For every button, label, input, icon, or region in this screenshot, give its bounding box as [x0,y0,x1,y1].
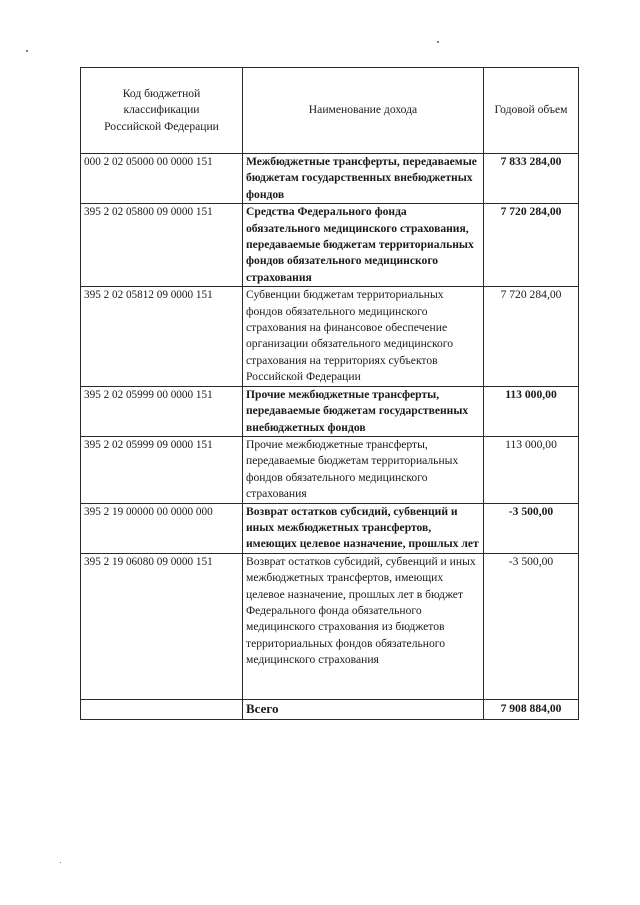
row-code: 000 2 02 05000 00 0000 151 [81,154,243,204]
total-code [81,699,243,719]
row-code: 395 2 19 00000 00 0000 000 [81,503,243,553]
budget-revenue-table [80,67,579,720]
table-row [81,287,579,386]
row-amount: 7 833 284,00 [484,154,579,204]
table-row [81,386,579,436]
total-amount: 7 908 884,00 [484,699,579,719]
header-code: Код бюджетной классификации Российской Федерации [81,68,243,154]
table-row [81,204,579,287]
scan-speck [26,50,28,52]
scan-speck [60,862,61,863]
row-code: 395 2 02 05812 09 0000 151 [81,287,243,386]
table-row [81,436,579,503]
table-header-row [81,68,579,154]
row-name: Средства Федерального фонда обязательного медицинского страхования, передаваемые бюджетам территориальных фондов обязательного медицинского страхования [243,204,484,287]
header-name: Наименование дохода [243,68,484,154]
scan-speck [437,41,439,43]
row-amount: -3 500,00 [484,503,579,553]
total-row [81,699,579,719]
row-code: 395 2 19 06080 09 0000 151 [81,553,243,699]
row-amount: 7 720 284,00 [484,287,579,386]
row-name: Возврат остатков субсидий, субвенций и иных межбюджетных трансфертов, имеющих целевое назначение, прошлых лет [243,503,484,553]
row-amount: -3 500,00 [484,553,579,699]
row-name: Субвенции бюджетам территориальных фондов обязательного медицинского страхования на финансовое обеспечение организации обязательного медицинского страхования на территориях субъектов Российской Федерации [243,287,484,386]
total-label: Всего [243,699,484,719]
row-code: 395 2 02 05999 09 0000 151 [81,436,243,503]
table-row [81,503,579,553]
table-row [81,154,579,204]
row-name: Межбюджетные трансферты, передаваемые бюджетам государственных внебюджетных фондов [243,154,484,204]
row-amount: 113 000,00 [484,436,579,503]
row-name: Прочие межбюджетные трансферты, передаваемые бюджетам государственных внебюджетных фондов [243,386,484,436]
row-code: 395 2 02 05999 00 0000 151 [81,386,243,436]
row-name: Возврат остатков субсидий, субвенций и иных межбюджетных трансфертов, имеющих целевое назначение, прошлых лет в бюджет Федерального фонда обязательного медицинского страхования из бюджетов территориальных фондов обязательного медицинского страхования [243,553,484,699]
header-amount: Годовой объем [484,68,579,154]
row-amount: 7 720 284,00 [484,204,579,287]
row-code: 395 2 02 05800 09 0000 151 [81,204,243,287]
table-row [81,553,579,699]
row-name: Прочие межбюджетные трансферты, передаваемые бюджетам территориальных фондов обязательного медицинского страхования [243,436,484,503]
table-body [81,154,579,720]
row-amount: 113 000,00 [484,386,579,436]
